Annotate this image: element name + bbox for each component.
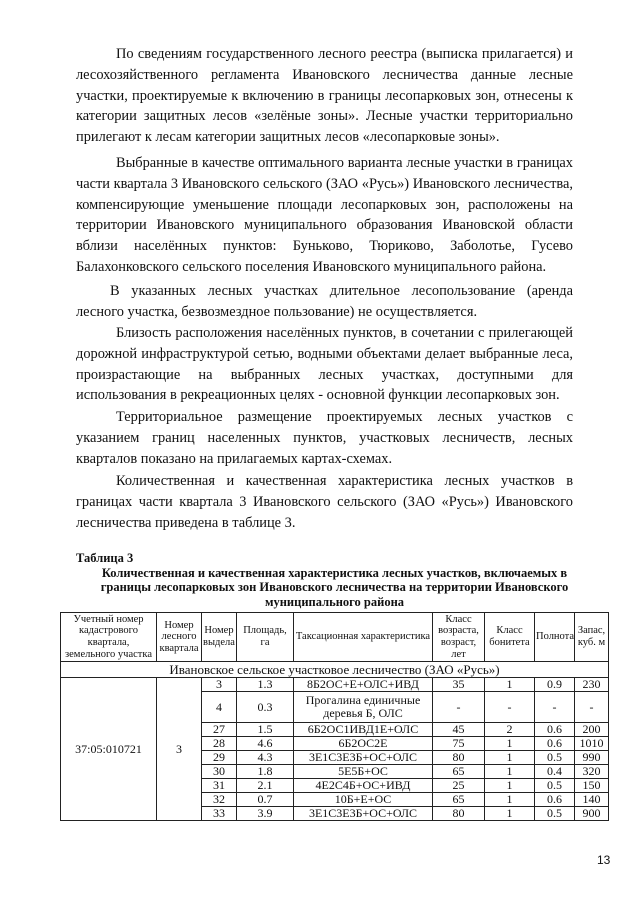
cell-density: 0.6 — [535, 793, 575, 807]
cell-density: 0.9 — [535, 678, 575, 692]
header-age: Класс возраста, возраст, лет — [433, 613, 485, 662]
cell-stand: 32 — [202, 793, 237, 807]
cell-stand: 29 — [202, 751, 237, 765]
cell-bonitet: 1 — [485, 765, 535, 779]
cell-stand: 28 — [202, 737, 237, 751]
cell-stock: 990 — [575, 751, 609, 765]
cell-stock: 900 — [575, 807, 609, 821]
cell-area: 1.8 — [237, 765, 294, 779]
cell-bonitet: 1 — [485, 678, 535, 692]
header-taxation: Таксационная характеристика — [294, 613, 433, 662]
cell-density: 0.5 — [535, 751, 575, 765]
cell-stock: 140 — [575, 793, 609, 807]
cell-age: 25 — [433, 779, 485, 793]
header-quarter: Номер лесного квартала — [157, 613, 202, 662]
table-caption: Таблица 3 — [76, 551, 134, 565]
paragraph-land-use: В указанных лесных участках длительное лесопользование (аренда лесного участка, безвозмездное пользование) не осуществляется. — [76, 283, 573, 320]
cell-area: 3.9 — [237, 807, 294, 821]
cell-bonitet: 1 — [485, 807, 535, 821]
cell-stand: 3 — [202, 678, 237, 692]
cell-density: 0.5 — [535, 779, 575, 793]
cell-density: 0.6 — [535, 723, 575, 737]
cell-age: 45 — [433, 723, 485, 737]
cell-age: 35 — [433, 678, 485, 692]
header-cadastral: Учетный номер кадастрового квартала, земельного участка — [61, 613, 157, 662]
cell-area: 1.3 — [237, 678, 294, 692]
page-number: 13 — [597, 853, 611, 867]
cell-bonitet: 1 — [485, 779, 535, 793]
cell-stand: 31 — [202, 779, 237, 793]
paragraph-forest-registry: По сведениям государственного лесного реестра (выписка прилагается) и лесохозяйственного регламента Ивановского лесничества данные лесные участки, проектируемые к включению в границы лесопарковых зон, отнесены к категории защитных лесов «зелёные зоны». Лесные участки территориально прилегают к лесам категории защитных лесов «лесопарковые зоны». — [76, 46, 573, 146]
cell-density: 0.4 — [535, 765, 575, 779]
paragraph-proximity: Близость расположения населённых пунктов, в сочетании с прилегающей дорожной инфраструктурой сетью, водными объектами делает выбранные леса, произрастающие на выбранных лесных участках, доступными для использования в рекреационных целях - основной функции лесопарковых зон. — [76, 325, 573, 404]
cell-taxation: 6Б2ОС2Е — [294, 737, 433, 751]
forestry-row — [61, 662, 609, 678]
cell-stand: 33 — [202, 807, 237, 821]
quarter-number: 3 — [157, 678, 202, 821]
cell-bonitet: - — [485, 692, 535, 723]
cell-age: 75 — [433, 737, 485, 751]
cell-taxation: 3Е1С3Е3Б+ОС+ОЛС — [294, 751, 433, 765]
forest-plots-table — [60, 612, 609, 821]
cell-taxation: 8Б2ОС+Е+ОЛС+ИВД — [294, 678, 433, 692]
cell-taxation: Прогалина единичные деревья Б, ОЛС — [294, 692, 433, 723]
cell-density: 0.5 — [535, 807, 575, 821]
cell-age: 65 — [433, 793, 485, 807]
cell-area: 0.3 — [237, 692, 294, 723]
cell-bonitet: 1 — [485, 751, 535, 765]
table-title: Количественная и качественная характеристика лесных участков, включаемых в границы лесопарковых зон Ивановского лесничества на территории Ивановского муниципального района — [100, 566, 569, 609]
header-density: Полнота — [535, 613, 575, 662]
paragraph-selected-plots: Выбранные в качестве оптимального варианта лесные участки в границах части квартала 3 Ивановского сельского (ЗАО «Русь») Ивановского лесничества, компенсирующие уменьшение площади лесопарковых зон, расположены на территории Ивановского муниципального образования Ивановской области вблизи населённых пунктов: Буньково, Тюриково, Заболотье, Гусево Балахонковского сельского поселения Ивановского муниципального района. — [76, 155, 573, 275]
cell-age: 80 — [433, 807, 485, 821]
header-bonitet: Класс бонитета — [485, 613, 535, 662]
cell-stock: 1010 — [575, 737, 609, 751]
header-stock: Запас, куб. м — [575, 613, 609, 662]
cell-stock: 320 — [575, 765, 609, 779]
cell-age: 80 — [433, 751, 485, 765]
cell-stock: - — [575, 692, 609, 723]
cell-area: 2.1 — [237, 779, 294, 793]
cell-density: 0.6 — [535, 737, 575, 751]
cell-taxation: 6Б2ОС1ИВД1Е+ОЛС — [294, 723, 433, 737]
cell-age: - — [433, 692, 485, 723]
cell-stock: 200 — [575, 723, 609, 737]
cell-taxation: 3Е1С3Е3Б+ОС+ОЛС — [294, 807, 433, 821]
cell-bonitet: 2 — [485, 723, 535, 737]
cell-area: 4.3 — [237, 751, 294, 765]
header-area: Площадь, га — [237, 613, 294, 662]
cell-stand: 27 — [202, 723, 237, 737]
header-stand: Номер выдела — [202, 613, 237, 662]
cell-age: 65 — [433, 765, 485, 779]
cell-taxation: 5Е5Б+ОС — [294, 765, 433, 779]
cell-area: 0.7 — [237, 793, 294, 807]
cell-area: 1.5 — [237, 723, 294, 737]
cell-stand: 4 — [202, 692, 237, 723]
cell-taxation: 4Е2С4Б+ОС+ИВД — [294, 779, 433, 793]
forestry-name: Ивановское сельское участковое лесничество (ЗАО «Русь») — [61, 662, 609, 678]
cell-bonitet: 1 — [485, 793, 535, 807]
cell-taxation: 10Б+Е+ОС — [294, 793, 433, 807]
cell-stock: 150 — [575, 779, 609, 793]
table-row — [61, 678, 609, 692]
table-header-row — [61, 613, 609, 662]
paragraph-maps: Территориальное размещение проектируемых лесных участков с указанием границ населенных пунктов, участковых лесничеств, лесных кварталов показано на прилагаемых картах-схемах. — [76, 409, 573, 467]
paragraph-table-reference: Количественная и качественная характеристика лесных участков в границах части квартала 3 Ивановского сельского (ЗАО «Русь») Ивановского лесничества приведена в таблице 3. — [76, 473, 573, 531]
cell-density: - — [535, 692, 575, 723]
cell-area: 4.6 — [237, 737, 294, 751]
cell-stand: 30 — [202, 765, 237, 779]
cadastral-number: 37:05:010721 — [61, 678, 157, 821]
cell-stock: 230 — [575, 678, 609, 692]
cell-bonitet: 1 — [485, 737, 535, 751]
